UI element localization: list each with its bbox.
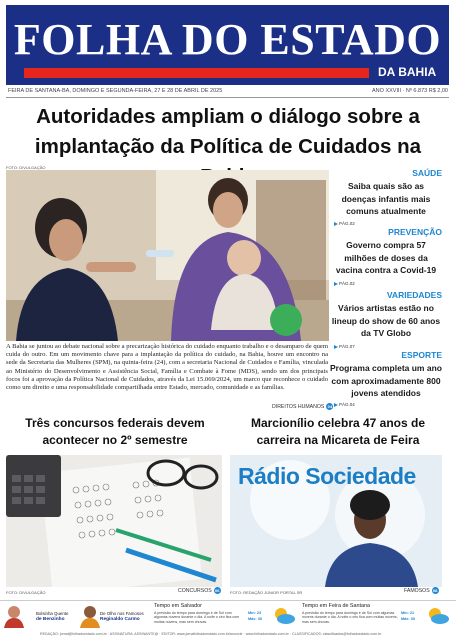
- sidebar-item-text: Governo compra 57 milhões de doses da vacina contra a Covid-19: [335, 240, 437, 275]
- main-caption: A Bahia se juntou ao debate nacional sobre a precarização histórica do cuidado enquanto trabalho e o desamparo de quem cuida do outro. Em um movimento chave para a implantação da política do cuidado, na Bahia, houve um encontro na sede da Secretaria das Mulheres (SPM), na quinta-feira (24), com a secretaria Nacional de Cuidados e Família, vinculada ao Ministério do Desenvolvimento e Assistência Social, Família e Combate à Fome (MDS), sendo um dos principais focos foi a aprovação da Política Nacional de Cuidados, através da Lei 15.069/2024, um marco que reconhece o cuidado como um direito e uma responsabilidade compartilhada entre Estado, mercado, comunidade e as famílias.: [6, 343, 328, 392]
- dateline: [8, 88, 448, 97]
- sidebar-page-ref: PÁG.04: [334, 402, 355, 407]
- edition-text: ANO XXVIII · Nº 6.873 R$ 2,00: [372, 88, 448, 94]
- sidebar-item-text: Programa completa um ano com aproximadamente 800 jovens atendidos: [330, 363, 442, 398]
- sidebar-section-label: SAÚDE: [412, 168, 442, 178]
- triangle-icon: [334, 403, 338, 407]
- sidebar-item-text: Vários artistas estão no lineup do show de 60 anos da TV Globo: [331, 303, 441, 338]
- weather-salvador: Tempo em Salvador A previsão do tempo para domingo é de Sol com algumas nuvens durante o dia. A noite o céu fica com muitas nuvens, mas sem chuvas. Mín: 23 Máx: 30: [152, 603, 298, 628]
- promo-bolsinha[interactable]: Bolsinha Quente de Benzinho: [4, 603, 74, 628]
- triangle-icon: [334, 282, 338, 286]
- sidebar-page-ref: PÁG.02: [334, 281, 355, 286]
- sun-cloud-icon: [272, 606, 296, 626]
- article-left-credit: FOTO: DIVULGAÇÃO: [6, 590, 46, 595]
- main-photo-illustration: [6, 170, 329, 341]
- sidebar-section-label: PREVENÇÃO: [388, 227, 442, 237]
- main-photo[interactable]: [6, 170, 329, 341]
- header-rule: [6, 97, 449, 98]
- sidebar-item-saude[interactable]: [330, 168, 442, 218]
- article-right-tag[interactable]: FAMOSOS 08: [404, 587, 438, 594]
- newspaper-subtitle: DA BAHIA: [378, 65, 437, 79]
- masthead-red-bar: [24, 68, 369, 78]
- article-left-headline[interactable]: Três concursos federais devem acontecer no 2º semestre: [25, 416, 205, 447]
- footer-bar: [0, 600, 456, 630]
- article-left-photo[interactable]: [6, 455, 222, 587]
- newspaper-title: FOLHA DO ESTADO: [13, 15, 442, 64]
- sidebar-section-label: VARIEDADES: [386, 290, 442, 300]
- radio-sign: Rádio Sociedade: [238, 463, 416, 489]
- masthead: [6, 5, 449, 85]
- article-left-tag[interactable]: CONCURSOS 06: [178, 587, 220, 594]
- promo-famosos[interactable]: De Olho nos Famosos Reginaldo Carmo: [80, 603, 148, 628]
- sidebar-section-label: ESPORTE: [401, 350, 442, 360]
- weather-feira: Tempo em Feira de Santana A previsão do tempo para domingo é de Sol com algumas nuvens durante o dia. A noite o céu fica com muitas nuvens, mas sem chuvas. Mín: 21 Máx: 30: [300, 603, 454, 628]
- date-text: FEIRA DE SANTANA-BA, DOMINGO E SEGUNDA-FEIRA, 27 E 28 DE ABRIL DE 2025: [8, 88, 223, 94]
- page-number-badge: 06: [215, 588, 220, 593]
- avatar-icon: [4, 604, 24, 628]
- main-tag-label: DIREITOS HUMANOS: [272, 403, 325, 410]
- article-right-photo[interactable]: [230, 455, 442, 587]
- article-right-credit: FOTO: REDAÇÃO JÚNIOR PORTAL SR: [230, 590, 303, 595]
- main-section-tag[interactable]: [272, 403, 333, 410]
- footer-legal: REDAÇÃO: jornal@folhadoestado.com.br · ASSINATURA: ASSINANTE@ · EDITOR: www.jornalfolhadoestado.com.br/anuncie · www.folhadoestado.com.br · CLASSIFICADOS: classificados@folhadoestado.com.br: [40, 632, 382, 636]
- sidebar-item-prevencao[interactable]: [330, 227, 442, 277]
- exam-sheet-illustration: [6, 455, 222, 587]
- sidebar-page-ref: PÁG.07: [334, 344, 355, 349]
- main-tag-page: 04: [327, 404, 333, 409]
- sidebar-item-text: Saiba quais são as doenças infantis mais comuns atualmente: [341, 181, 431, 216]
- article-right-headline[interactable]: Marcionílio celebra 47 anos de carreira na Micareta de Feira: [250, 416, 426, 447]
- main-headline[interactable]: Autoridades ampliam o diálogo sobre a implantação da Política de Cuidados na: [34, 105, 422, 158]
- sidebar-item-variedades[interactable]: [330, 290, 442, 340]
- page-number-badge: 08: [432, 588, 438, 593]
- sidebar-item-esporte[interactable]: [330, 350, 442, 400]
- avatar-icon: [80, 604, 100, 628]
- main-photo-credit: FOTO: DIVULGAÇÃO: [6, 165, 46, 170]
- sun-cloud-icon: [426, 606, 450, 626]
- sidebar-page-ref: PÁG.02: [334, 221, 355, 226]
- triangle-icon: [334, 222, 338, 226]
- triangle-icon: [334, 345, 338, 349]
